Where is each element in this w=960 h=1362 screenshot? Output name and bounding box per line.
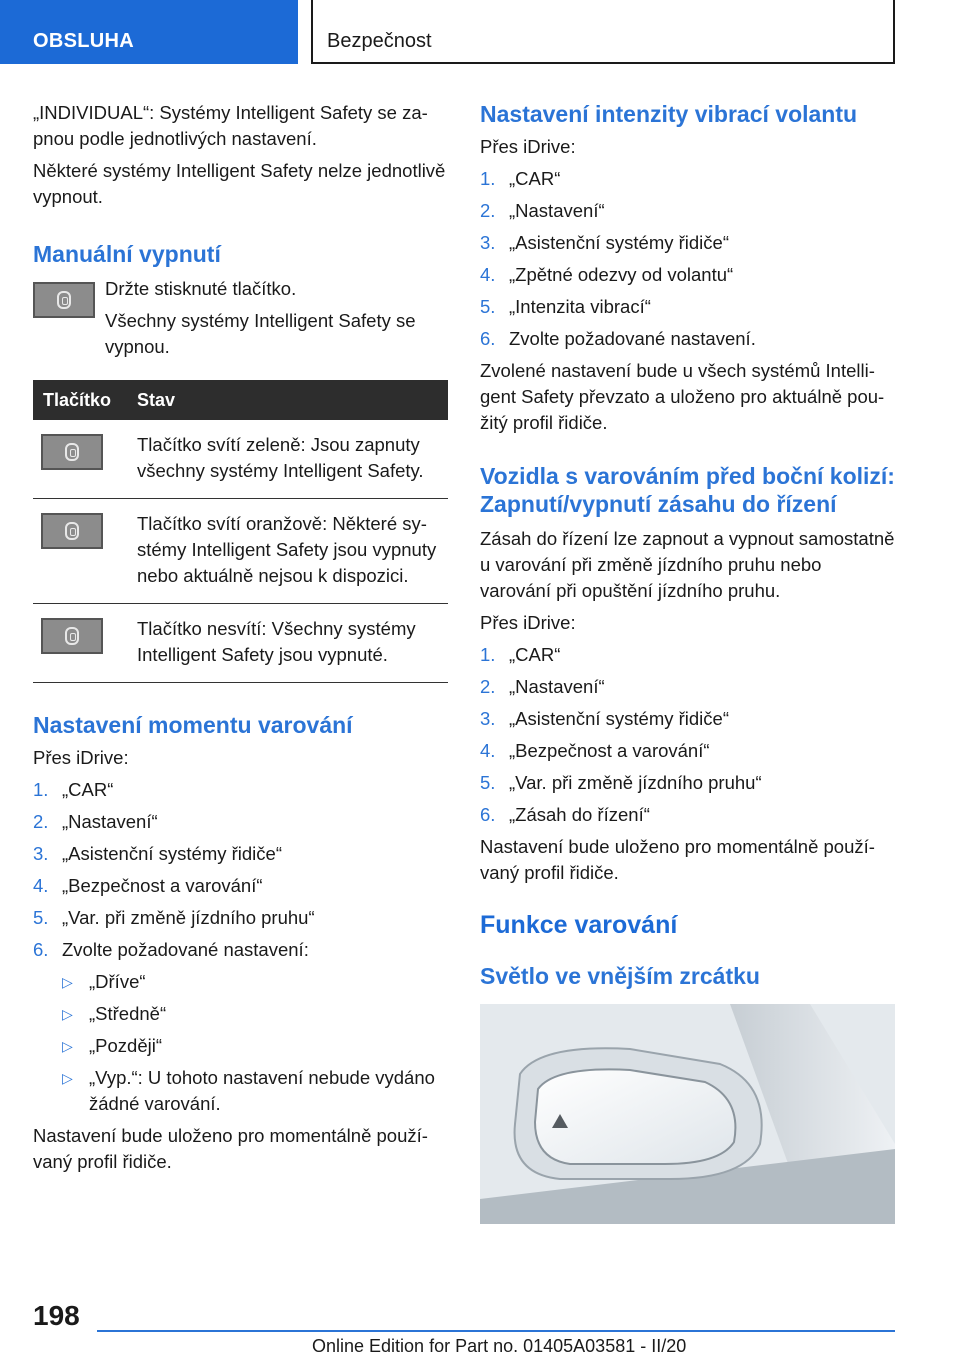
manual-heading: Manuální vypnutí [33,241,221,267]
table-cell-state: Tlačítko svítí zeleně: Jsou zapnuty všechny systémy Intelligent Safety. [127,420,448,499]
list-item: 6. Zvolte požadované nastavení. [480,328,756,349]
manual-line-1: Držte stisknuté tlačítko. [105,278,297,299]
page-number: 198 [33,1300,80,1331]
safety-button-icon [41,513,103,549]
list-item: 5. „Intenzita vibrací“ [480,296,651,317]
list-item: 6. Zvolte požadované nastavení: ▷ „Dříve“ ▷ „Středně“ ▷ „Později“ ▷ „Vyp.“: U tohoto nastavení nebude vydáno žádné varování. [33,937,448,1117]
list-item: 1. „CAR“ [33,779,114,800]
triangle-bullet-icon: ▷ [62,1038,73,1054]
warning-moment-note: Nastavení bude uloženo pro momentálně používaný profil řidiče. [33,1125,428,1172]
safety-button-icon [41,434,103,470]
list-item: 2. „Nastavení“ [33,811,158,832]
triangle-bullet-icon: ▷ [62,1070,73,1086]
vibration-note: Zvolené nastavení bude u všech systémů Intelligent Safety převzato a uloženo pro aktuálně použitý profil řidiče. [480,360,885,433]
manual-block [33,276,448,360]
via-idrive: Přes iDrive: [33,747,129,768]
safety-button-icon [41,618,103,654]
triangle-bullet-icon: ▷ [62,1006,73,1022]
vibration-heading: Nastavení intenzity vibrací volantu [480,101,858,127]
list-item: ▷ „Středně“ [62,1001,448,1027]
section-tab [0,0,298,64]
list-item: 6. „Zásah do řízení“ [480,804,650,825]
edition-note: Online Edition for Part no. 01405A03581 - II/20 [312,1336,687,1356]
table-header-state: Stav [127,380,448,420]
option-list [62,969,448,1117]
list-item: 1. „CAR“ [480,644,561,665]
warning-moment-steps [33,777,448,1117]
list-item: 3. „Asistenční systémy řidiče“ [33,843,282,864]
list-item: 2. „Nastavení“ [480,200,605,221]
chapter-label: Bezpečnost [327,30,432,52]
side-collision-heading: Vozidla s varováním před boční kolizí: Zapnutí/vypnutí zásahu do řízení [480,463,895,517]
right-column [480,100,895,1224]
table-header-button: Tlačítko [33,380,127,420]
section-label: OBSLUHA [33,30,134,52]
table-cell-state: Tlačítko nesvítí: Všechny systémy Intelligent Safety jsou vypnuté. [127,604,448,683]
footer-divider [97,1330,895,1332]
list-item: ▷ „Dříve“ [62,969,448,995]
safety-button-icon [33,282,95,318]
side-mirror-photo [480,1004,895,1224]
manual-line-2: Všechny systémy Intelligent Safety se vypnou. [105,310,416,357]
button-state-table [33,380,448,683]
table-row [33,420,448,499]
table-row [33,499,448,604]
list-item: 3. „Asistenční systémy řidiče“ [480,708,729,729]
list-item: 4. „Bezpečnost a varování“ [33,875,263,896]
intro-paragraph-2: Některé systémy Intelligent Safety nelze jednotlivě vypnout. [33,160,446,207]
chapter-tab [311,0,895,64]
intro-paragraph-1: „INDIVIDUAL“: Systémy Intelligent Safety se zapnou podle jednotlivých nastavení. [33,102,428,149]
list-item: 5. „Var. při změně jízdního pruhu“ [480,772,762,793]
side-collision-note: Nastavení bude uloženo pro momentálně používaný profil řidiče. [480,836,875,883]
warning-moment-heading: Nastavení momentu varování [33,712,353,738]
list-item: 4. „Zpětné odezvy od volantu“ [480,264,734,285]
triangle-bullet-icon: ▷ [62,974,73,990]
mirror-light-heading: Světlo ve vnějším zrcátku [480,963,760,989]
via-idrive: Přes iDrive: [480,136,576,157]
list-item: 2. „Nastavení“ [480,676,605,697]
list-item: ▷ „Vyp.“: U tohoto nastavení nebude vydáno žádné varování. [62,1067,435,1114]
list-item: 4. „Bezpečnost a varování“ [480,740,710,761]
left-column [33,100,448,1181]
list-item: 1. „CAR“ [480,168,561,189]
warning-function-heading: Funkce varování [480,911,678,939]
via-idrive: Přes iDrive: [480,612,576,633]
table-row [33,604,448,683]
list-item: 5. „Var. při změně jízdního pruhu“ [33,907,315,928]
side-collision-steps [480,642,895,828]
vibration-steps [480,166,895,352]
list-item: 3. „Asistenční systémy řidiče“ [480,232,729,253]
side-collision-desc: Zásah do řízení lze zapnout a vypnout samostatně u varování při změně jízdního pruhu nebo varování při opuštění jízdního pruhu. [480,528,895,601]
table-cell-state: Tlačítko svítí oranžově: Některé systémy Intelligent Safety jsou vypnuty nebo aktuálně nejsou k dispozici. [127,499,448,604]
side-mirror-illustration [480,1004,895,1224]
list-item: ▷ „Později“ [62,1033,448,1059]
